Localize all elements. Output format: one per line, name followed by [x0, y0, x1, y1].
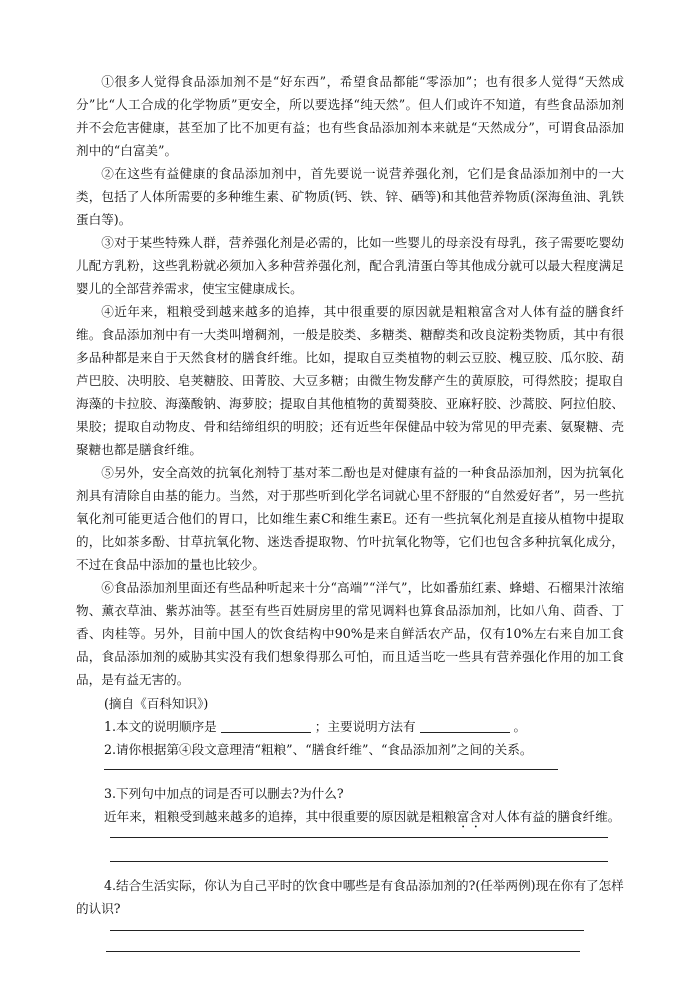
answer-line-q3-2[interactable]: [110, 861, 608, 862]
question-1-prefix: 1.本文的说明顺序是: [104, 719, 217, 734]
question-3-sentence-pre: 近年来，粗粮受到越来越多的追捧，其中很重要的原因就是粗粮: [104, 809, 457, 824]
question-3-emphasized-word: 富含: [456, 809, 482, 824]
answer-line-q4-1[interactable]: [110, 930, 584, 931]
answer-blank-order[interactable]: [221, 718, 311, 733]
paragraph-5: ⑤另外，安全高效的抗氧化剂特丁基对苯二酚也是对健康有益的一种食品添加剂，因为抗氧化剂具有清除自由基的能力。当然，对于那些听到化学名词就心里不舒服的“自然爱好者”，另一些抗氧化剂可能更适合他们的胃口，比如维生素C和维生素E。还有一些抗氧化剂是直接从植物中提取的，比如茶多酚、甘草抗氧化物、迷迭香提取物、竹叶抗氧化物等，它们也包含多种抗氧化成分，不过在食品中添加的量也比较少。: [76, 465, 624, 572]
question-3: 3.下列句中加点的词是否可以删去?为什么?: [104, 786, 344, 801]
paragraph-2: ②在这些有益健康的食品添加剂中，首先要说一说营养强化剂，它们是食品添加剂中的一大类，包括了人体所需要的多种维生素、矿物质(钙、铁、锌、硒等)和其他营养物质(深海鱼油、乳铁蛋白等)。: [76, 166, 624, 227]
question-1-suffix: 。: [513, 719, 527, 734]
answer-blank-method[interactable]: [420, 718, 510, 733]
question-2: 2.请你根据第④段文意理清“粗粮”、“膳食纤维”、“食品添加剂”之间的关系。: [104, 742, 533, 757]
question-1: [76, 715, 624, 738]
question-1-middle: ；主要说明方法有: [314, 719, 416, 734]
document-page: [76, 70, 624, 952]
source-citation: (摘自《百科知识》): [104, 696, 209, 711]
question-3-sentence-post: 对人体有益的膳食纤维。: [481, 809, 621, 824]
answer-line-q4-2[interactable]: [106, 951, 580, 952]
paragraph-4: ④近年来，粗粮受到越来越多的追捧，其中很重要的原因就是粗粮富含对人体有益的膳食纤维。食品添加剂中有一大类叫增稠剂，一般是胶类、多糖类、糖醇类和改良淀粉类物质，其中有很多品种都是来自于天然食材的膳食纤维。比如，提取自豆类植物的刺云豆胶、槐豆胶、瓜尔胶、葫芦巴胶、决明胶、皂荚糖胶、田菁胶、大豆多糖；由微生物发酵产生的黄原胶，可得然胶；提取自海藻的卡拉胶、海藻酸钠、海萝胶；提取自其他植物的黄蜀葵胶、亚麻籽胶、沙蒿胶、阿拉伯胶、果胶；提取自动物皮、骨和结缔组织的明胶；还有近些年保健品中较为常见的甲壳素、氨聚糖、壳聚糖也都是膳食纤维。: [76, 304, 624, 457]
answer-line-q3-1[interactable]: [110, 837, 608, 838]
question-3-sentence: [76, 805, 624, 831]
paragraph-3: ③对于某些特殊人群，营养强化剂是必需的，比如一些婴儿的母亲没有母乳，孩子需要吃婴幼儿配方乳粉，这些乳粉就必须加入多种营养强化剂，配合乳清蛋白等其他成分就可以最大程度满足婴儿的全部营养需求，使宝宝健康成长。: [76, 235, 624, 296]
paragraph-1: ①很多人觉得食品添加剂不是“好东西”，希望食品都能“零添加”；也有很多人觉得“天然成分”比“人工合成的化学物质”更安全，所以要选择“纯天然”。但人们或许不知道，有些食品添加剂并不会危害健康，甚至加了比不加更有益；也有些食品添加剂本来就是“天然成分”，可谓食品添加剂中的“白富美”。: [76, 74, 624, 158]
question-4: 4.结合生活实际，你认为自己平时的饮食中哪些是有食品添加剂的?(任举两例)现在你有了怎样的认识?: [76, 878, 624, 916]
paragraph-6: ⑥食品添加剂里面还有些品种听起来十分“高端”“洋气”，比如番茄红素、蜂蜡、石榴果汁浓缩物、薰衣草油、紫苏油等。甚至有些百姓厨房里的常见调料也算食品添加剂，比如八角、茴香、丁香、肉桂等。另外，目前中国人的饮食结构中90%是来自鲜活农产品，仅有10%左右来自加工食品，食品添加剂的威胁其实没有我们想象得那么可怕，而且适当吃一些具有营养强化作用的加工食品，是有益无害的。: [76, 580, 624, 687]
answer-line-q2[interactable]: [104, 769, 558, 770]
